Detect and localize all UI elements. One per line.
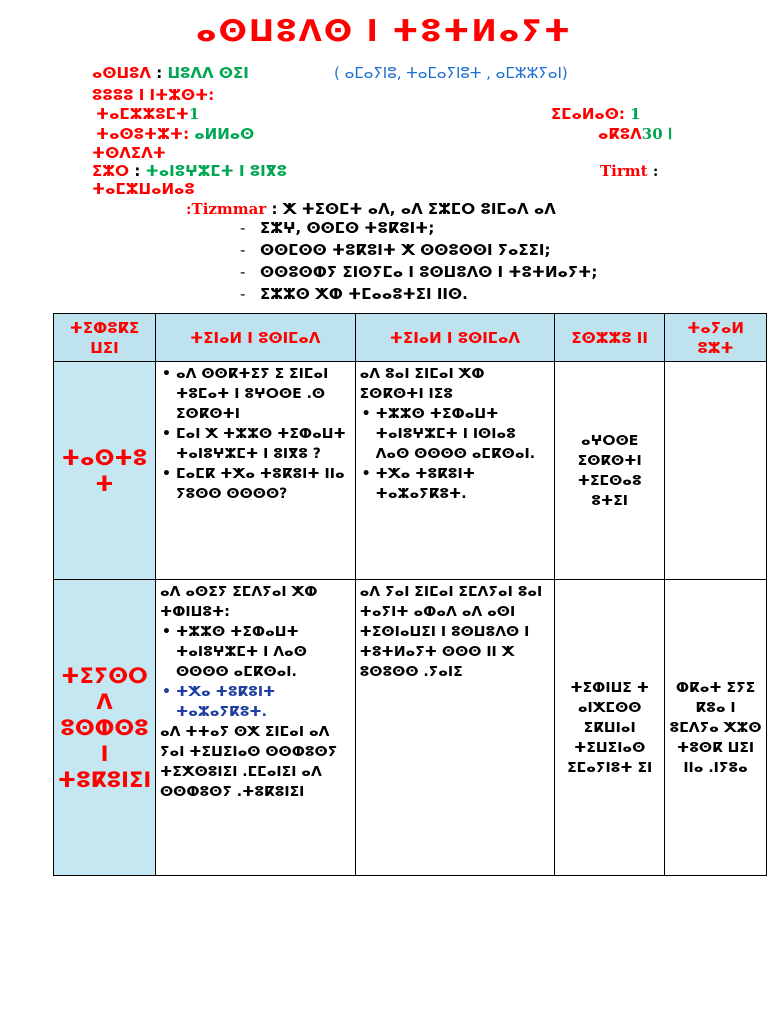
objectives-list (240, 219, 597, 307)
table-row (54, 580, 767, 876)
list-item: ⴰⴷ ⵓⴰⵏ ⵉⵏⵎⴰⵏ ⵅⵀ ⵉⵙⴽⵙⵜⵏ ⵏⵉⵓ (359, 366, 485, 402)
page-title: ⴰⵙⵡⵓⴷⵙ ⵏ ⵜⵓⵜⵍⴰⵢⵜ (195, 14, 573, 49)
row-label: ⵜⵉⵢⵙⵔ ⴷ ⵓⵙⵀⵙⵓ ⵏ ⵜⵓⴽⵓⵏⵉⵏ (54, 580, 156, 876)
table-header: ⵉⵙⵣⵣⵓ ⵏⵏ (555, 314, 665, 362)
table-cell: ⴰⵖⵔⵙⴹ ⵉⵙⴽⵙⵜⵏ ⵜⵉⵎⵙⴰⵓ ⵓⵜⵉⵏ (555, 362, 665, 580)
table-cell: ⵀⴽⴰⵜ ⵉⵢⵉ ⴽⵓⴰ ⵏ ⵓⵎⴷⵢⴰ ⵅⵣⵙ ⵜⵓⵙⴽ ⵡⵉⵏ ⵏⵏⴰ .ⵏⵢⵓⴰ (665, 580, 767, 876)
table-header: ⵜⴰⵢⴰⵍ ⵓⵣⵜ (665, 314, 767, 362)
table-row (54, 362, 767, 580)
list-item: - ⵙⵙⵎⵙⵙ ⵜⵓⴽⵓⵏⵜ ⵅ ⵙⵙⵓⵙⵙⵏ ⵢⴰⵉⵉⵏ; (240, 241, 597, 263)
tirmt-label: Tirmt : (600, 162, 659, 180)
topic-label: ⵉⵣⵔ : ⵜⴰⵏⵓⵖⵣⵎⵜ ⵏ ⵓⵏⴳⵓ (92, 162, 287, 180)
list-item: • ⵜⵅⴰ ⵜⵓⴽⵓⵏⵜ ⵜⴰⵣⴰⵢⴽⵓⵜ. (360, 464, 551, 504)
table-cell (355, 362, 555, 580)
table-header: ⵜⵉⵏⴰⵍ ⵏ ⵓⵙⵏⵎⴰⴷ (155, 314, 355, 362)
time-label: ⴰⴽⵓⴷ30 ⵏ (598, 125, 673, 143)
list-item: - ⵙⵙⵓⵙⵀⵢ ⵉⵏⵙⵢⵎⴰ ⵏ ⵓⵙⵡⵓⴷⵙ ⵏ ⵜⵓⵜⵍⴰⵢⵜ; (240, 263, 597, 285)
topic-line2: ⵜⴰⵎⵣⵡⴰⵍⴰⵓ (92, 180, 195, 198)
list-item: • ⵜⵣⵣⵙ ⵜⵉⵀⴰⵡⵜ ⵜⴰⵏⵓⵖⵣⵎⵜ ⵏ ⵏⵙⵏⴰⵓ ⴷⴰⵙ ⵙⵙⵙⵙ ⴰⵎⴽⵙⴰⵏ. (360, 404, 551, 464)
list-item: • ⴰⴷ ⵙⵙⴽⵜⵉⵢ ⵉ ⵉⵏⵎⴰⵏ ⵜⵓⵎⴰⵜ ⵏ ⵓⵖⵔⵙⴹ .ⵙ ⵉⵙⴽⵙⵜⵏ (160, 364, 351, 424)
table-cell (155, 580, 355, 876)
lesson-parens: ( ⴰⵎⴰⵢⵏⵓ, ⵜⴰⵎⴰⵢⵏⵓⵜ , ⴰⵎⵣⵣⵢⴰⵏ) (334, 64, 568, 82)
list-item: • ⵎⴰⵎⴽ ⵜⵅⴰ ⵜⵓⴽⵓⵏⵜ ⵏⵏⴰ ⵢⵓⵙⵙ ⵙⵙⵙⵙ? (160, 464, 351, 504)
list-item: • ⵎⴰⵏ ⵅ ⵜⵣⵣⵙ ⵜⵉⵀⴰⵡⵜ ⵜⴰⵏⵓⵖⵣⵎⵜ ⵏ ⵓⵏⴳⵓ ? (160, 424, 351, 464)
list-item: • ⵜⵣⵣⵙ ⵜⵉⵀⴰⵡⵜ ⵜⴰⵏⵓⵖⵣⵎⵜ ⵏ ⴷⴰⵙ ⵙⵙⵙⵙ ⴰⵎⴽⵙⴰⵏ. (160, 622, 351, 682)
list-item: - ⵉⵣⵖ, ⵙⵙⵎⵙ ⵜⵓⴽⵓⵏⵜ; (240, 219, 597, 241)
tizmmar-line: :Tizmmar : ⵅ ⵜⵉⵙⵎⵜ ⴰⴷ, ⴰⴷ ⵉⵣⵎⵔ ⵓⵏⵎⴰⴷ ⴰⴷ (186, 200, 556, 218)
list-item: • ⵜⵅⴰ ⵜⵓⴽⵓⵏⵜ ⵜⴰⵣⴰⵢⴽⵓⵜ. (160, 682, 351, 722)
table-cell: ⵜⵉⵀⵏⵡⵉ ⵜ ⴰⵏⵅⵎⵙⵙ ⵉⴽⵡⵏⴰⵏ ⵜⵉⵡⵉⵏⴰⵙ ⵉⵎⴰⵢⵏⵓⵜ ⵉⵏ (555, 580, 665, 876)
table-header-row (54, 314, 767, 362)
table-cell (155, 362, 355, 580)
level-label: ⵜⴰⵎⵣⵣⵓⵎⵜ1 (96, 105, 200, 123)
part-line2: ⵜⵙⴷⵉⴷⵜ (92, 144, 166, 162)
table-cell (665, 362, 767, 580)
list-item: ⴰⴷ ⵜⵜⴰⵢ ⵙⵅ ⵉⵏⵎⴰⵏ ⴰⴷ ⵢⴰⵏ ⵜⵉⵡⵉⵏⴰⵙ ⵙⵙⵀⵓⵙⵢ ⵜⵉⵅⵙⵓⵏⵉⵏ .ⵎⵎⴰⵏⵉⵏ ⴰⴷ ⵙⵙⵀⵓⵙⵢ .ⵜⵓⴽⵓⵏⵉⵏ (159, 724, 338, 800)
lesson-table (53, 313, 767, 876)
line2-text: ⵓⵓⵓⵓ ⵏ ⵏⵜⵣⵙⵜ: (92, 86, 215, 104)
table-cell: ⴰⴷ ⵢⴰⵏ ⵉⵏⵎⴰⵏ ⵉⵎⴷⵢⴰⵏ ⵓⴰⵏ ⵜⴰⵢⵏⵜ ⴰⵀⴰⴷ ⴰⴷ ⴰⵙⵏ ⵜⵉⵙⵏⴰⵡⵉⵏ ⵏ ⵓⵙⵡⵓⴷⵙ ⵏ ⵜⵓⵜⵍⴰⵢⵜ ⵙⵙⵙ ⵏⵏ ⵅ ⵓⵙⵓⵙⵙ .ⵢⴰⵏⵉ (355, 580, 555, 876)
row-label: ⵜⴰⵙⵜⵓ ⵜ (54, 362, 156, 580)
list-item: ⴰⴷ ⴰⵙⵉⵢ ⵉⵎⴷⵢⴰⵏ ⵅⵀ ⵜⵀⵏⵡⵓⵜ: (159, 584, 318, 620)
table-header: ⵜⵉⵀⵓⴽⵉ ⵡⵉⵏ (54, 314, 156, 362)
level-right-label: ⵉⵎⴰⵍⴰⵙ: 1 (551, 105, 641, 123)
part-label: ⵜⴰⵙⵓⵜⵣⵜ: ⴰⵍⵍⴰⵙ (96, 125, 255, 143)
table-header: ⵜⵉⵏⴰⵍ ⵏ ⵓⵙⵏⵎⴰⴷ (355, 314, 555, 362)
lesson-label: ⴰⵙⵡⵓⴷ : ⵡⵓⴷⴷ ⵙⵉⵏ (92, 64, 249, 82)
list-item: - ⵉⵣⵣⵙ ⵅⵀ ⵜⵎⴰⴰⵓⵜⵉⵏ ⵏⵏⵙ. (240, 285, 597, 307)
